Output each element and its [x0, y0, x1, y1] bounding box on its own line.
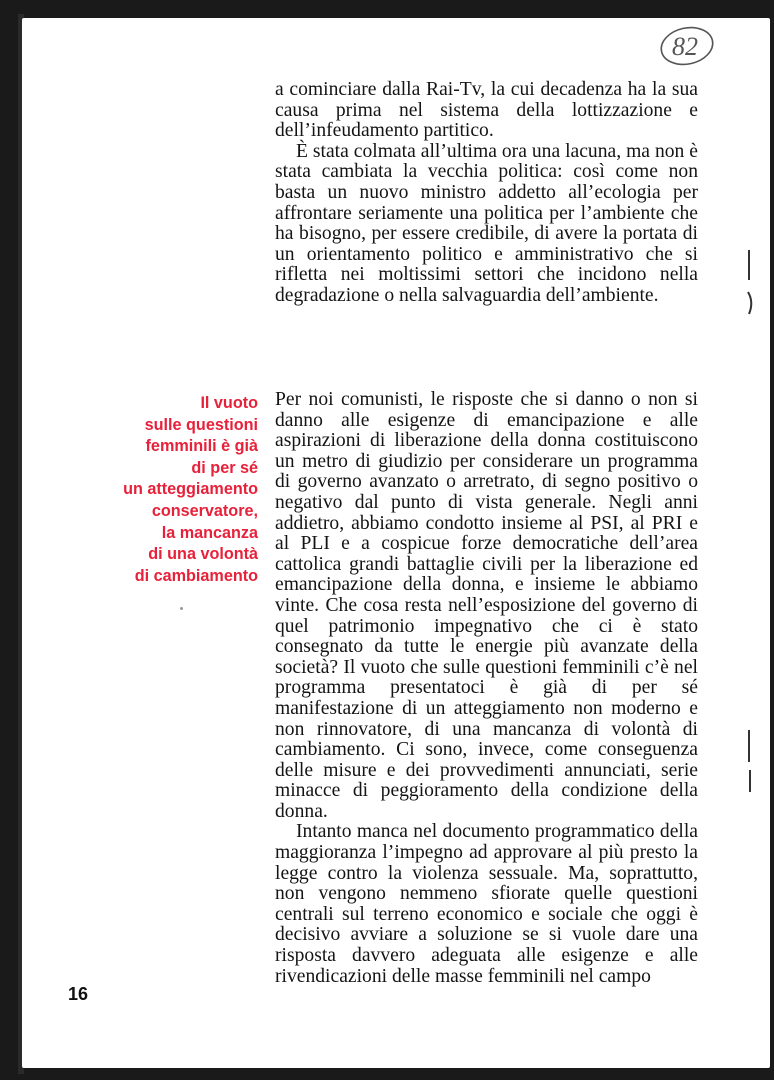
sidenote-line: la mancanza [161, 523, 258, 542]
sidenote-line: conservatore, [151, 501, 258, 520]
stray-dot [180, 607, 183, 610]
pencil-mark-icon [738, 240, 768, 800]
paragraph: Intanto manca nel documento programmatico della maggioranza l’impegno ad approvare al più presto la legge contro la violenza sessuale. Ma, soprattutto, non vengono nemmeno sfiorate quelle questioni centrali sul terreno economico e sociale che oggi è decisivo avviare a soluzione se si vuole dare una risposta davvero adeguata alle esigenze e alle rivendicazioni delle masse femminili nel campo [275, 821, 698, 987]
sidenote-line: un atteggiamento [123, 480, 258, 499]
sidenote-line: femminili è già [145, 437, 258, 456]
text-block-top [275, 80, 698, 307]
margin-pencil-marks [738, 240, 768, 800]
paragraph: Per noi comunisti, le risposte che si danno o non si danno alle esigenze di emancipazione e alle aspirazioni di liberazione della donna costituiscono un metro di giudizio per considerare un programma di governo avanzato o arretrato, di segno positivo o negativo dal punto di vista generale. Negli anni addietro, abbiamo condotto insieme al PSI, al PRI e al PLI e a cospicue forze democratiche dell’area cattolica grandi battaglie civili per la liberazione ed emancipazione della donna, e insieme le abbiamo vinte. Che cosa resta nell’esposizione del governo di quel patrimonio impegnativo che ci è stato consegnato da tutte le energie più avanzate della società? Il vuoto che sulle questioni femminili c’è nel programma presentatoci è già di per sé manifestazione di un atteggiamento non moderno e non rinnovatore, di una mancanza di volontà di cambiamento. Ci sono, invece, come conseguenza delle misure e dei provvedimenti annunciati, serie minacce di peggioramento della condizione della donna. [275, 389, 698, 822]
handwritten-circle-icon [655, 24, 717, 68]
paragraph: È stata colmata all’ultima ora una lacuna, ma non è stata cambiata la vecchia politica: così come non basta un nuovo ministro addetto all’ecologia per affrontare seriamente una politica per l’ambiente che ha bisogno, per essere credibile, di avere la portata di un orientamento politico e amministrativo che si rifletta nei moltissimi settori che incidono nella degradazione o nella salvaguardia dell’ambiente. [275, 140, 698, 306]
sidenote-line: di per sé [191, 458, 258, 477]
paragraph: a cominciare dalla Rai-Tv, la cui decadenza ha la sua causa prima nel sistema della lottizzazione e dell’infeudamento partitico. [275, 79, 698, 142]
page-number: 16 [68, 984, 89, 1004]
sidenote-line: sulle questioni [144, 415, 258, 434]
sidenote-line: Il vuoto [200, 394, 258, 412]
text-block-main [275, 390, 698, 987]
sidenote-line: di cambiamento [134, 566, 258, 585]
handwritten-number: 82 [672, 32, 698, 61]
sidenote-line: di una volontà [148, 545, 258, 564]
handwritten-page-annotation [655, 24, 717, 68]
red-sidenote [96, 393, 258, 587]
